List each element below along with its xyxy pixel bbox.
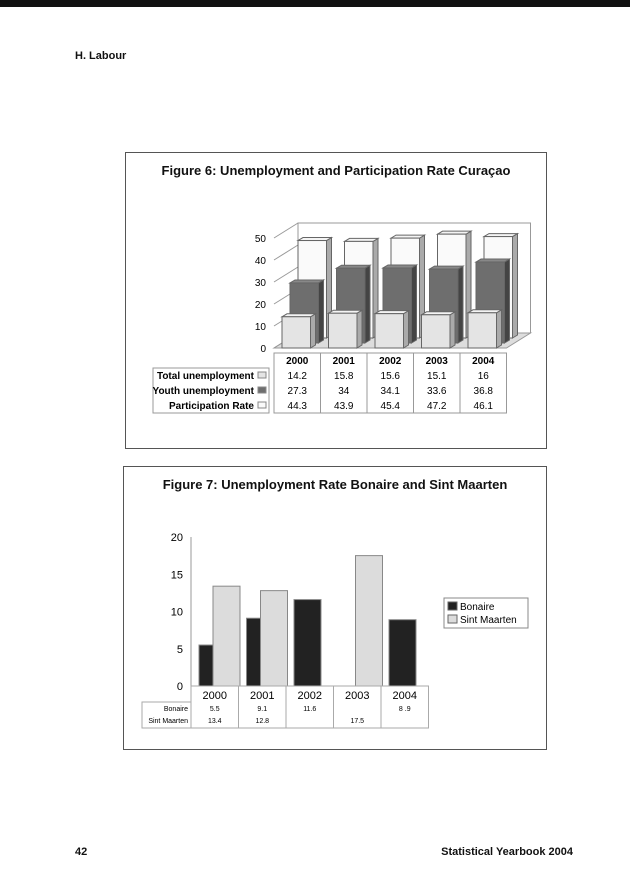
bar-bonaire xyxy=(294,600,321,686)
bar-total-unemployment xyxy=(468,313,497,348)
y-tick-label: 10 xyxy=(254,322,266,333)
y-tick-label: 30 xyxy=(254,278,266,289)
bar-total-unemployment xyxy=(282,317,311,348)
y-tick-label: 50 xyxy=(254,234,266,245)
data-label: 46.1 xyxy=(473,401,493,412)
data-label: 15.1 xyxy=(427,371,447,382)
bar-total-unemployment xyxy=(375,314,404,348)
category-label: 2002 xyxy=(379,356,402,367)
table-series-label: Bonaire xyxy=(163,706,188,713)
data-label: 47.2 xyxy=(427,401,447,412)
bar-side xyxy=(365,265,370,343)
figure-6-chart xyxy=(126,153,546,448)
bar-sint-maarten xyxy=(261,591,288,686)
bar-side xyxy=(450,312,455,348)
bar-side xyxy=(497,310,502,348)
data-label: 36.8 xyxy=(473,386,493,397)
y-tick-label: 20 xyxy=(254,300,266,311)
category-label: 2001 xyxy=(332,356,355,367)
bar-side xyxy=(404,311,409,348)
data-label: 14.2 xyxy=(287,371,307,382)
y-tick-label: 10 xyxy=(170,606,183,619)
page-number: 42 xyxy=(75,846,88,858)
category-label: 2002 xyxy=(297,690,322,702)
legend-swatch xyxy=(258,387,266,393)
figure-7 xyxy=(123,466,547,750)
bar-side xyxy=(319,280,324,343)
category-label: 2004 xyxy=(392,690,417,702)
data-label: 17.5 xyxy=(350,718,365,725)
data-label: 27.3 xyxy=(287,386,307,397)
figure-7-chart xyxy=(124,467,546,749)
data-label: 9.1 xyxy=(257,706,268,713)
bar-side xyxy=(311,314,316,348)
data-label: 34 xyxy=(338,386,350,397)
bar-sint-maarten xyxy=(213,586,240,686)
data-label: 16 xyxy=(477,371,489,382)
legend-label: Sint Maarten xyxy=(460,615,517,626)
data-label: 34.1 xyxy=(380,386,400,397)
section-title: H. Labour xyxy=(75,50,127,62)
data-label: 44.3 xyxy=(287,401,307,412)
category-label: 2000 xyxy=(202,690,227,702)
publication-name: Statistical Yearbook 2004 xyxy=(441,846,573,858)
legend-swatch xyxy=(258,402,266,408)
data-label: 12.8 xyxy=(255,718,270,725)
bar-side xyxy=(458,266,463,343)
data-label: 45.4 xyxy=(380,401,400,412)
table-series-label: Sint Maarten xyxy=(148,718,188,725)
legend-label: Total unemployment xyxy=(156,371,254,382)
category-label: 2001 xyxy=(250,690,275,702)
data-label: 43.9 xyxy=(334,401,354,412)
category-label: 2000 xyxy=(286,356,309,367)
legend-swatch xyxy=(258,372,266,378)
bar-sint-maarten xyxy=(356,556,383,686)
gridline xyxy=(274,223,298,238)
bar-side xyxy=(513,234,518,338)
gridline xyxy=(274,245,298,260)
data-label: 8 .9 xyxy=(398,706,411,713)
figure-6-title: Figure 6: Unemployment and Participation Rate Curaçao xyxy=(161,163,511,178)
category-label: 2003 xyxy=(425,356,448,367)
y-tick-label: 0 xyxy=(176,681,183,693)
legend-label: Bonaire xyxy=(460,602,495,613)
figure-7-title: Figure 7: Unemployment Rate Bonaire and Sint Maarten xyxy=(162,477,508,492)
scan-edge xyxy=(0,0,630,7)
y-tick-label: 20 xyxy=(170,532,183,544)
bar-side xyxy=(505,259,510,343)
y-tick-label: 40 xyxy=(254,256,266,267)
data-label: 15.6 xyxy=(380,371,400,382)
legend-swatch xyxy=(448,602,457,610)
y-tick-label: 5 xyxy=(176,643,183,656)
category-label: 2004 xyxy=(472,356,495,367)
y-tick-label: 15 xyxy=(170,569,183,582)
legend-swatch xyxy=(448,615,457,623)
legend-label: Youth unemployment xyxy=(152,386,254,397)
category-label: 2003 xyxy=(345,690,370,702)
data-label: 33.6 xyxy=(427,386,447,397)
legend-label: Participation Rate xyxy=(168,401,254,412)
data-label: 5.5 xyxy=(209,706,220,713)
y-tick-label: 0 xyxy=(260,344,266,355)
figure-6 xyxy=(125,152,547,449)
bar-total-unemployment xyxy=(329,313,358,348)
data-label: 11.6 xyxy=(303,706,317,713)
bar-side xyxy=(412,265,417,343)
data-label: 13.4 xyxy=(207,718,222,725)
bar-side xyxy=(357,310,362,348)
bar-bonaire xyxy=(389,620,416,686)
data-label: 15.8 xyxy=(334,371,354,382)
bar-total-unemployment xyxy=(422,315,451,348)
